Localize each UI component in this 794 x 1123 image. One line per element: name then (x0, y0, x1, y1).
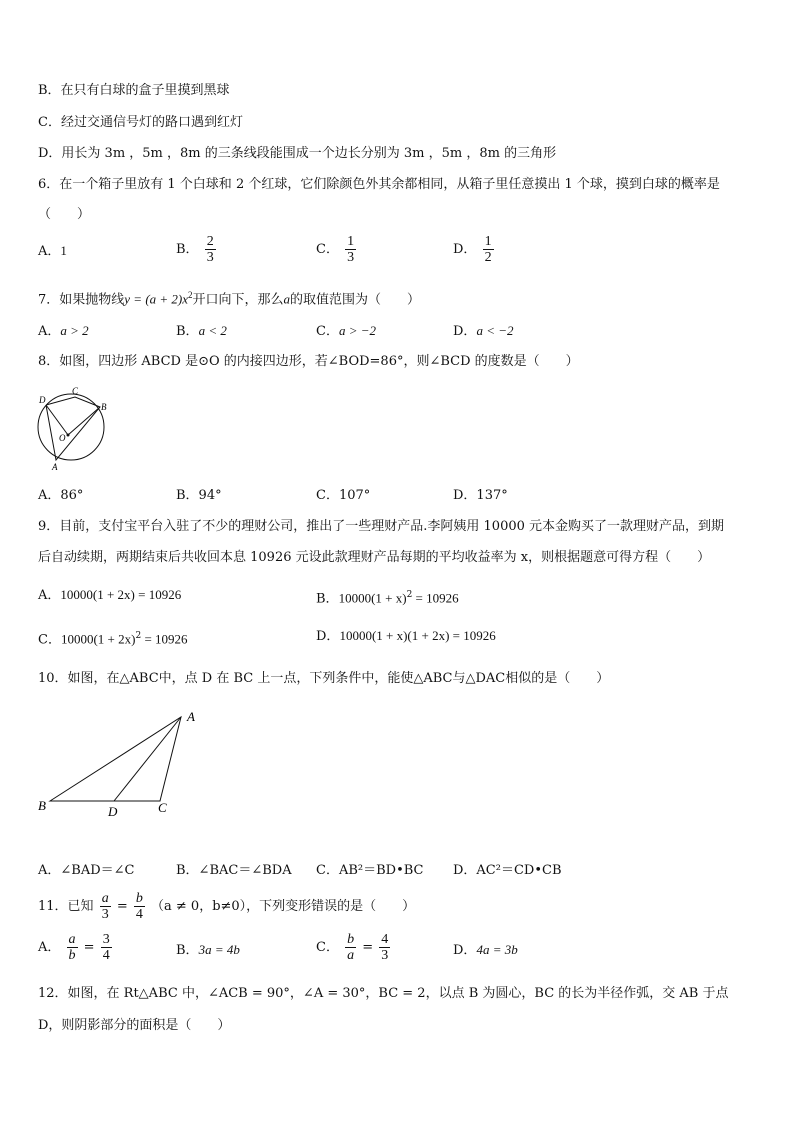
q9-text-line2: 后自动续期，两期结束后共收回本息 10926 元设此款理财产品每期的平均收益率为 x，则根据题意可得方程（ ） (38, 550, 711, 565)
fraction: $\frac{1}{2}$ (484, 234, 492, 265)
fraction: $\frac{b}{4}$ (135, 891, 143, 922)
q9-text-line1: 9．目前，支付宝平台入驻了不少的理财公司，推出了一些理财产品.李阿姨用 10000 元本金购买了一款理财产品，到期 (38, 519, 725, 534)
q9-option-c: C．$10000(1 + 2x)^2 = 10926$ (38, 631, 188, 648)
label-b: B (101, 402, 107, 412)
q11-option-b: B．3a = 4b (176, 942, 240, 958)
q10-triangle-figure (34, 706, 204, 822)
q12-text-line2: D，则阴影部分的面积是（ ） (38, 1018, 231, 1033)
q9-option-a: A．10000(1 + 2x) = 10926 (38, 587, 182, 603)
q6-option-c: C． $\frac{1}{3}$ (316, 234, 355, 265)
q6-option-b: B． $\frac{2}{3}$ (176, 234, 214, 265)
q6-text-line2: （ ） (38, 207, 91, 222)
q12-text-line1: 12．如图，在 Rt△ABC 中，∠ACB = 90°，∠A = 30°，BC = 2，以点 B 为圆心，BC 的长为半径作弧，交 AB 于点 (38, 986, 729, 1001)
q6-text-line1: 6．在一个箱子里放有 1 个白球和 2 个红球，它们除颜色外其余都相同，从箱子里任意摸出 1 个球，摸到白球的概率是 (38, 177, 720, 192)
fraction: $\frac{4}{3}$ (381, 932, 389, 963)
q10-text: 10．如图，在△ABC中，点 D 在 BC 上一点，下列条件中，能使△ABC与△DAC相似的是（ ） (38, 671, 610, 686)
q8-option-a: A．86° (38, 488, 84, 503)
q10-option-c: C．AB²＝BD•BC (316, 863, 424, 878)
fraction: $\frac{1}{3}$ (347, 234, 355, 265)
fraction: $\frac{2}{3}$ (206, 234, 214, 265)
label-b: B (38, 798, 46, 813)
q7-option-a: A．a > 2 (38, 323, 89, 339)
q10-option-d: D．AC²＝CD•CB (453, 863, 562, 878)
q8-option-b: B．94° (176, 488, 222, 503)
label-d: D (108, 804, 118, 819)
label-c: C (72, 386, 79, 396)
label-d: D (39, 395, 46, 405)
fraction: $\frac{a}{b}$ (68, 932, 76, 963)
q7-option-d: D．a < −2 (453, 323, 514, 339)
q9-option-b: B．$10000(1 + x)^2 = 10926$ (316, 590, 459, 607)
q8-option-d: D．137° (453, 488, 508, 503)
q11-option-a: A． $\frac{a}{b}$ = $\frac{3}{4}$ (38, 932, 110, 963)
q11-text: 11．已知 $\frac{a}{3}$ = $\frac{b}{4}$ （a ≠ 0，b≠0），下列变形错误的是（ ） (38, 891, 416, 922)
q11-option-d: D．4a = 3b (453, 942, 518, 958)
label-a: A (52, 462, 58, 472)
q11-option-c: C． $\frac{b}{a}$ = $\frac{4}{3}$ (316, 932, 389, 963)
q5-option-b: B．在只有白球的盒子里摸到黑球 (38, 83, 230, 98)
label-o: O (59, 433, 66, 443)
fraction: $\frac{3}{4}$ (102, 932, 110, 963)
q10-option-a: A．∠BAD＝∠C (38, 863, 135, 878)
q8-circle-figure (30, 383, 114, 473)
q8-text: 8．如图，四边形 ABCD 是⊙O 的内接四边形，若∠BOD=86°，则∠BCD 的度数是（ ） (38, 354, 579, 369)
fraction: $\frac{b}{a}$ (347, 932, 355, 963)
q9-option-d: D．10000(1 + x)(1 + 2x) = 10926 (316, 628, 496, 644)
q10-option-b: B．∠BAC＝∠BDA (176, 863, 292, 878)
q6-option-a: A．1 (38, 243, 67, 259)
q7-text: 7．如果抛物线$y = (a + 2)x^2$开口向下，那么a的取值范围为（ ） (38, 290, 421, 308)
q7-option-b: B．a < 2 (176, 323, 227, 339)
label-a: A (187, 709, 195, 724)
q7-option-c: C．a > −2 (316, 323, 376, 339)
fraction: $\frac{a}{3}$ (101, 891, 109, 922)
q5-option-c: C．经过交通信号灯的路口遇到红灯 (38, 115, 243, 130)
q5-option-d: D．用长为 3m ，5m ，8m 的三条线段能围成一个边长分别为 3m ，5m ，8m 的三角形 (38, 146, 557, 161)
q8-option-c: C．107° (316, 488, 371, 503)
label-c: C (158, 800, 167, 815)
q6-option-d: D． $\frac{1}{2}$ (453, 234, 492, 265)
